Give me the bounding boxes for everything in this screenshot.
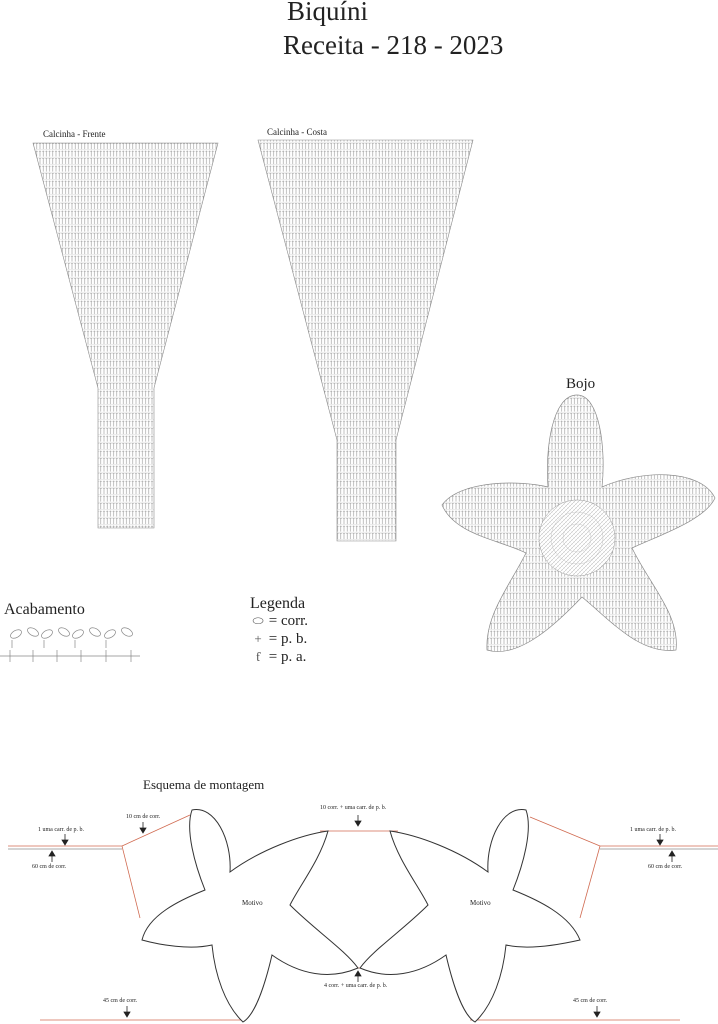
finishing-label: Acabamento xyxy=(4,601,85,618)
legend-title: Legenda xyxy=(250,595,306,612)
note-left-top: 1 uma carr. de p. b. xyxy=(38,827,84,833)
page-subtitle: Receita - 218 - 2023 xyxy=(283,30,504,60)
note-left-chain: 10 cm de corr. xyxy=(126,814,161,820)
front-piece-label: Calcinha - Frente xyxy=(43,129,106,139)
note-right-top: 1 uma carr. de p. b. xyxy=(630,827,676,833)
legend-item-chain xyxy=(251,613,308,631)
double-crochet-icon: ƭ xyxy=(256,649,260,664)
finishing-chart xyxy=(0,626,140,662)
chain-icon: ⬭ xyxy=(252,613,264,628)
legend-list xyxy=(251,613,308,667)
note-right-bottom: 60 cm de corr. xyxy=(648,864,683,870)
front-piece-chart xyxy=(33,143,218,528)
back-piece-chart xyxy=(258,140,473,541)
legend-text-chain: = corr. xyxy=(268,613,309,629)
note-left-bottom: 60 cm de corr. xyxy=(32,864,67,870)
note-right-base: 45 cm de corr. xyxy=(573,998,608,1004)
single-crochet-icon: + xyxy=(254,631,262,646)
assembly-diagram xyxy=(8,810,718,1022)
motif-left-label: Motivo xyxy=(242,899,263,907)
cup-label: Bojo xyxy=(566,376,596,392)
legend-text-single-crochet: = p. b. xyxy=(268,631,308,647)
legend-item-double-crochet xyxy=(251,649,308,667)
motif-right-label: Motivo xyxy=(470,899,491,907)
page-title: Biquíni xyxy=(287,0,369,26)
cup-star-chart xyxy=(442,395,715,652)
note-center-top: 10 corr. + uma carr. de p. b. xyxy=(320,805,387,811)
note-center-bottom: 4 corr. + uma carr. de p. b. xyxy=(324,983,388,989)
assembly-title: Esquema de montagem xyxy=(143,777,265,792)
back-piece-label: Calcinha - Costa xyxy=(267,127,327,137)
legend-item-single-crochet xyxy=(251,631,308,649)
legend-text-double-crochet: = p. a. xyxy=(268,649,307,665)
note-left-base: 45 cm de corr. xyxy=(103,998,138,1004)
